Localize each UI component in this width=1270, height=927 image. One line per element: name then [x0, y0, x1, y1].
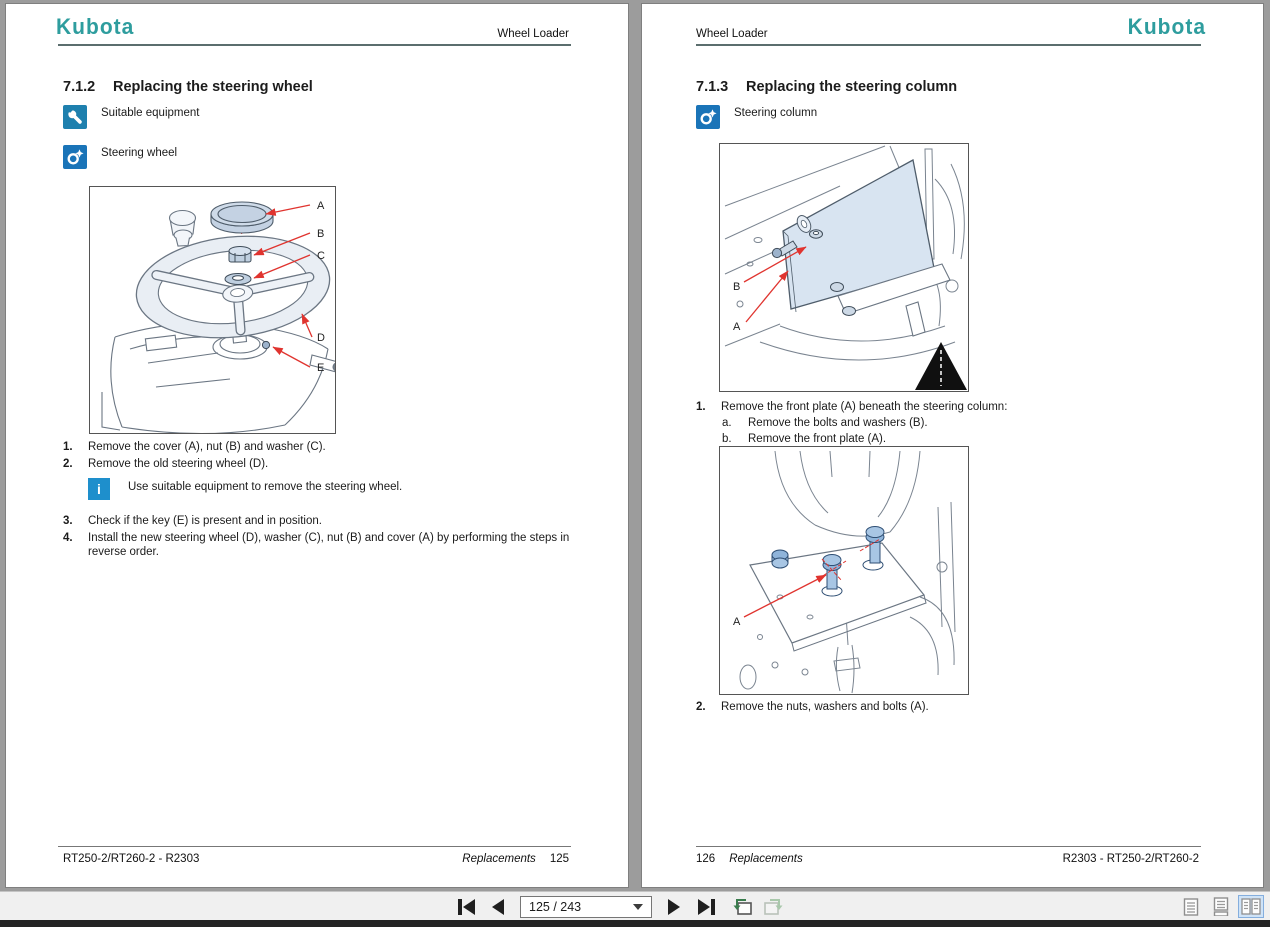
first-page-button[interactable]: [452, 895, 480, 919]
substep-item: b. Remove the front plate (A).: [722, 433, 887, 445]
step-item: 4. Install the new steering wheel (D), washer (C), nut (B) and cover (A) by performing the steps in reverse order.: [63, 532, 570, 558]
requirement-row: [696, 105, 817, 129]
requirement-label: Suitable equipment: [101, 107, 200, 119]
figure-label-d: D: [317, 332, 325, 344]
figure-label-e: E: [317, 362, 325, 374]
figure-label-a: A: [733, 321, 741, 333]
substep-item: a. Remove the bolts and washers (B).: [722, 417, 928, 429]
info-note: [88, 478, 402, 500]
continuous-view-icon: [1213, 897, 1229, 916]
previous-page-icon: [492, 899, 504, 915]
next-page-icon: [668, 899, 680, 915]
facing-pages-view-button[interactable]: [1238, 895, 1264, 918]
footer-rule: [58, 846, 571, 847]
continuous-view-button[interactable]: [1208, 895, 1234, 918]
taskbar-edge: [0, 920, 1270, 927]
view-mode-buttons: [1174, 895, 1264, 918]
section-title: Replacing the steering wheel: [113, 79, 313, 95]
navigate-back-icon: [732, 897, 754, 917]
first-page-icon: [458, 899, 462, 915]
step-item: 3. Check if the key (E) is present and in position.: [63, 515, 322, 527]
section-heading: [696, 79, 957, 95]
step-item: 2. Remove the nuts, washers and bolts (A).: [696, 701, 929, 713]
kubota-logo: Kubota: [56, 15, 135, 40]
figure-label-c: C: [317, 250, 325, 262]
footer-rule: [696, 846, 1201, 847]
footer-section-name: Replacements: [462, 853, 536, 865]
header-rule: [58, 44, 571, 46]
section-number: 7.1.2: [63, 79, 96, 95]
step-item: 2. Remove the old steering wheel (D).: [63, 458, 269, 470]
next-page-button[interactable]: [662, 895, 686, 919]
page-number-value: 125 / 243: [529, 899, 582, 914]
viewer-toolbar: [0, 891, 1270, 921]
front-plate-figure: [719, 143, 969, 392]
chevron-down-icon[interactable]: [633, 904, 643, 910]
section-heading: [63, 79, 313, 95]
single-page-view-icon: [1183, 898, 1199, 916]
figure-label-b: B: [317, 228, 325, 240]
last-page-icon: [698, 899, 710, 915]
step-item: 1. Remove the front plate (A) beneath the steering column:: [696, 401, 1008, 413]
kubota-logo: Kubota: [1127, 15, 1206, 40]
section-title: Replacing the steering column: [746, 79, 958, 95]
note-text: Use suitable equipment to remove the steering wheel.: [128, 481, 403, 493]
footer-page-number: 126: [696, 853, 716, 865]
requirement-label: Steering column: [734, 107, 818, 119]
requirement-row: [63, 145, 177, 169]
step-item: 1. Remove the cover (A), nut (B) and washer (C).: [63, 441, 326, 453]
facing-pages-view-icon: [1241, 898, 1261, 915]
last-page-button[interactable]: [692, 895, 720, 919]
requirement-row: [63, 105, 199, 129]
wrench-icon: [63, 105, 87, 129]
document-page-126: [641, 3, 1264, 888]
page-number-input[interactable]: [520, 896, 652, 918]
steering-wheel-figure: [89, 186, 336, 434]
header-rule: [696, 44, 1201, 46]
footer-model: RT250-2/RT260-2 - R2303: [63, 853, 200, 865]
figure-label-a: A: [317, 200, 325, 212]
steering-column-bolts-figure: [719, 446, 969, 695]
spare-part-icon: [696, 105, 720, 129]
requirement-label: Steering wheel: [101, 147, 178, 159]
footer-page-number: 125: [549, 853, 569, 865]
page-navigation: [452, 892, 786, 921]
single-page-view-button[interactable]: [1178, 895, 1204, 918]
navigate-forward-button[interactable]: [760, 895, 786, 919]
navigate-forward-icon: [762, 897, 784, 917]
footer-model: R2303 - RT250-2/RT260-2: [1062, 853, 1199, 865]
footer-section-name: Replacements: [729, 853, 803, 865]
info-icon: i: [88, 478, 110, 500]
section-number: 7.1.3: [696, 79, 729, 95]
header-title: Wheel Loader: [696, 28, 768, 40]
document-page-125: [5, 3, 629, 888]
navigate-back-button[interactable]: [730, 895, 756, 919]
previous-page-button[interactable]: [486, 895, 510, 919]
header-title: Wheel Loader: [497, 28, 569, 40]
footer-page-info: [696, 853, 803, 865]
spare-part-icon: [63, 145, 87, 169]
footer-page-info: [462, 853, 569, 865]
figure-label-b: B: [733, 281, 741, 293]
figure-label-a: A: [733, 616, 741, 628]
